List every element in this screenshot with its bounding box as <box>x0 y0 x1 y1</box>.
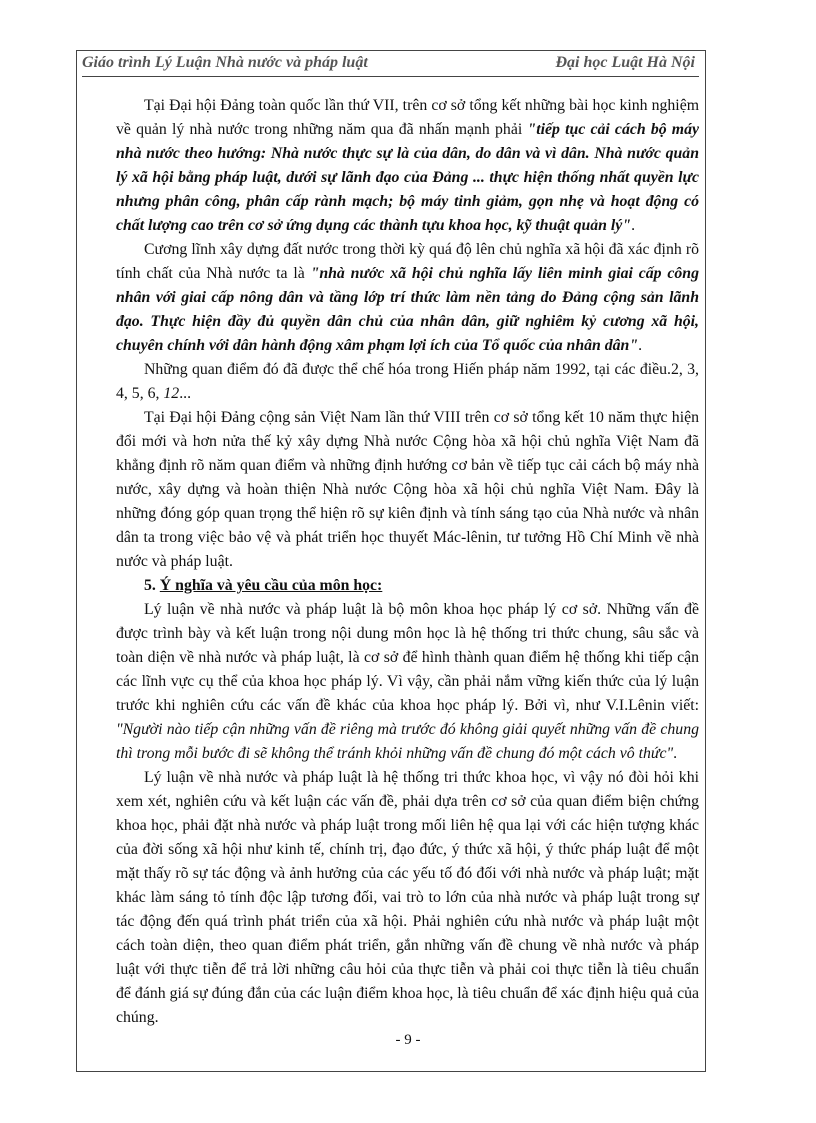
section-number: 5. <box>144 577 160 594</box>
paragraph-1 <box>116 94 699 238</box>
section-title: Ý nghĩa và yêu cầu của môn học: <box>159 577 383 594</box>
paragraph-1-text: Tại Đại hội Đảng toàn quốc lần thứ VII, trên cơ sở tổng kết những bài học kinh nghiệm về quản lý nhà nước trong những năm qua đã nhấn mạnh phải <box>116 97 699 138</box>
page-number: - 9 - <box>395 1032 421 1048</box>
header-rule <box>82 76 699 77</box>
paragraph-1-quote: "tiếp tục cải cách bộ máy nhà nước theo hướng: Nhà nước thực sự là của dân, do dân và vì dân. Nhà nước quản lý xã hội bằng pháp luật, dưới sự lãnh đạo của Đảng ... thực hiện thống nhất quyền lực nhưng phân công, phân cấp rành mạch; bộ máy tinh giảm, gọn nhẹ và hoạt động có chất lượng cao trên cơ sở ứng dụng các thành tựu khoa học, kỹ thuật quản lý" <box>116 121 700 234</box>
paragraph-2 <box>116 238 699 358</box>
page-content <box>116 94 699 1030</box>
paragraph-1-end: . <box>631 217 636 234</box>
paragraph-5-quote: "Người nào tiếp cận những vấn đề riêng mà trước đó không giải quyết những vấn đề chung thì trong mỗi bước đi sẽ không thể tránh khỏi những vấn đề chung đó một cách vô thức" <box>116 721 699 762</box>
paragraph-3-text: Những quan điểm đó đã được thể chế hóa trong Hiến pháp năm 1992, tại các điều.2, 3, 4, 5, 6, <box>116 361 699 402</box>
paragraph-5-text: Lý luận về nhà nước và pháp luật là bộ môn khoa học pháp lý cơ sở. Những vấn đề được trình bày và kết luận trong nội dung môn học là hệ thống tri thức chung, sâu sắc và toàn diện về nhà nước và pháp luật, là cơ sở để hình thành quan điểm hệ thống khi tiếp cận các lĩnh vực cụ thể của khoa học pháp lý. Vì vậy, cần phải nắm vững kiến thức của lý luận trước khi nghiên cứu các vấn đề khác của khoa học pháp lý. Bởi vì, như V.I.Lênin viết: <box>116 601 699 714</box>
paragraph-6: Lý luận về nhà nước và pháp luật là hệ thống tri thức khoa học, vì vậy nó đòi hỏi khi xem xét, nghiên cứu và kết luận các vấn đề, phải dựa trên cơ sở của quan điểm biện chứng khoa học, phải đặt nhà nước và pháp luật trong mối liên hệ qua lại với các hiện tượng khác của đời sống xã hội như kinh tế, chính trị, đạo đức, ý thức xã hội, ý thức pháp luật để một mặt thấy rõ sự tác động và ảnh hưởng của các yếu tố đó đối với nhà nước và pháp luật; mặt khác làm sáng tỏ tính độc lập tương đối, vai trò to lớn của nhà nước và pháp luật trong sự tác động đến quá trình phát triển của xã hội. Phải nghiên cứu nhà nước và pháp luật một cách toàn diện, theo quan điểm phát triển, gắn những vấn đề chung về nhà nước và pháp luật với thực tiễn để trả lời những câu hỏi của thực tiễn và phải coi thực tiễn là tiêu chuẩn để đánh giá sự đúng đắn của các luận điểm khoa học, là tiêu chuẩn để xác định hiệu quả của chúng. <box>116 769 699 1026</box>
paragraph-4: Tại Đại hội Đảng cộng sản Việt Nam lần thứ VIII trên cơ sở tổng kết 10 năm thực hiện đổi mới và hơn nửa thế kỷ xây dựng Nhà nước Cộng hòa xã hội chủ nghĩa Việt Nam đã khẳng định rõ năm quan điểm và những định hướng cơ bản về tiếp tục cải cách bộ máy nhà nước, xây dựng và hoàn thiện Nhà nước Cộng hòa xã hội chủ nghĩa Việt Nam. Đây là những đóng góp quan trọng thể hiện rõ sự kiên định và tính sáng tạo của Nhà nước và nhân dân ta trong việc bảo vệ và phát triển học thuyết Mác-lênin, tư tưởng Hồ Chí Minh về nhà nước và pháp luật. <box>116 409 699 570</box>
paragraph-2-text: Cương lĩnh xây dựng đất nước trong thời kỳ quá độ lên chủ nghĩa xã hội đã xác định rõ tính chất của Nhà nước ta là <box>116 241 699 282</box>
header-institution: Đại học Luật Hà Nội <box>555 54 695 71</box>
paragraph-3-article: 12 <box>163 385 180 402</box>
paragraph-2-end: . <box>638 337 643 354</box>
paragraph-3 <box>116 358 699 406</box>
paragraph-2-quote: "nhà nước xã hội chủ nghĩa lấy liên minh giai cấp công nhân với giai cấp nông dân và tầng lớp trí thức làm nền tảng do Đảng cộng sản lãnh đạo. Thực hiện đầy đủ quyền dân chủ của nhân dân, giữ nghiêm kỷ cương xã hội, chuyên chính với dân hành động xâm phạm lợi ích của Tổ quốc của nhân dân" <box>116 265 699 354</box>
paragraph-5-end: . <box>673 745 678 762</box>
paragraph-5 <box>116 598 699 766</box>
section-heading <box>116 574 699 598</box>
page-header <box>82 52 699 76</box>
paragraph-3-end: ... <box>179 385 192 402</box>
header-book-title: Giáo trình Lý Luận Nhà nước và pháp luật <box>82 54 368 71</box>
